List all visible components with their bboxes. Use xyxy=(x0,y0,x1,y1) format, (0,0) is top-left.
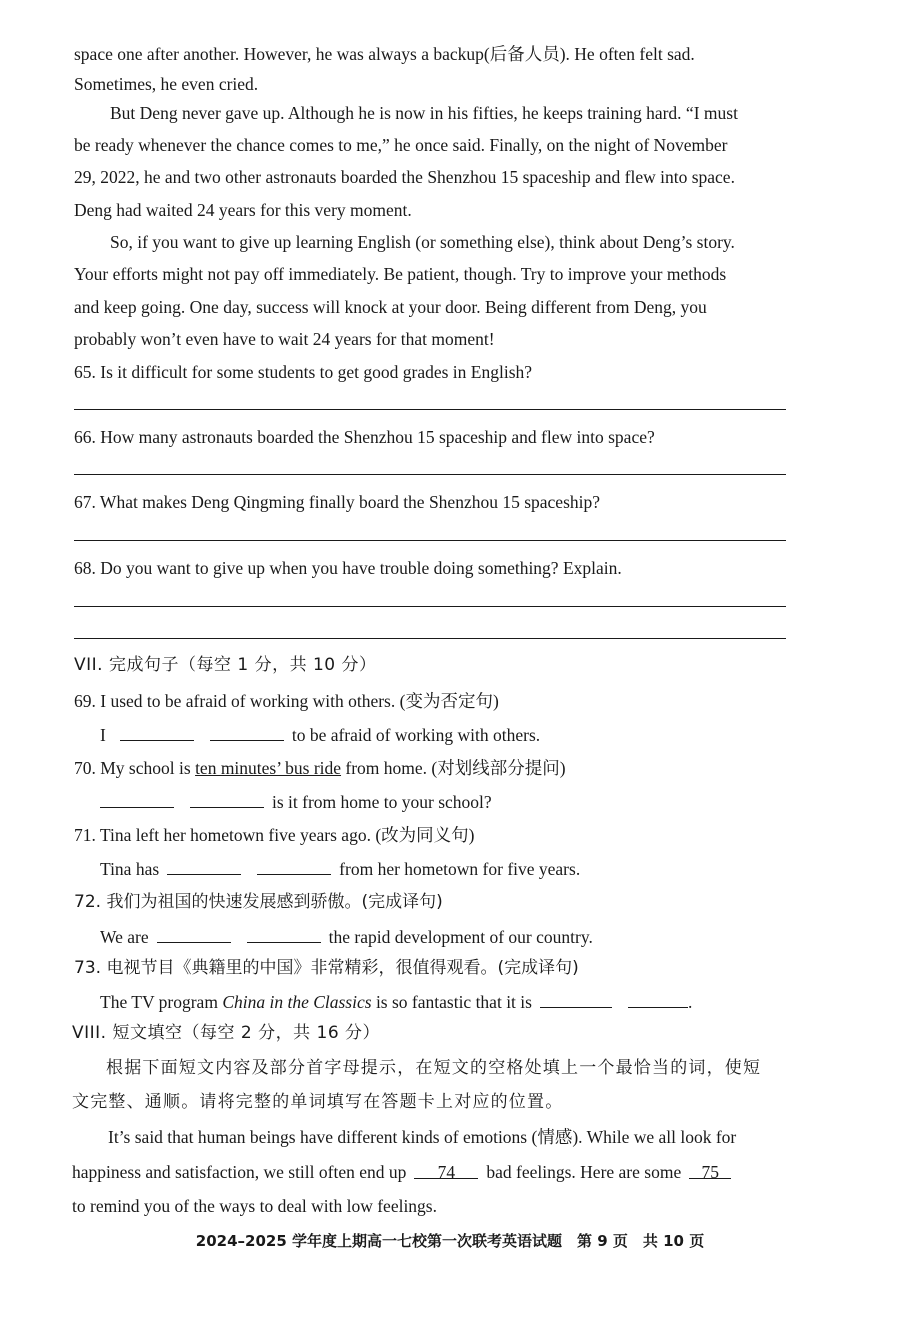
question-70-suffix: from home. (对划线部分提问) xyxy=(341,758,566,778)
answer-69-suffix: to be afraid of working with others. xyxy=(291,725,541,745)
blank-70-1[interactable] xyxy=(100,789,174,808)
answer-73-middle: is so fantastic that it is xyxy=(371,992,532,1012)
answer-72 xyxy=(100,924,816,949)
blank-69-1[interactable] xyxy=(120,722,194,741)
cloze-line: It’s said that human beings have different kinds of emotions (情感). While we all look for xyxy=(108,1127,737,1147)
passage-line: and keep going. One day, success will knock at your door. Being different from Deng, you xyxy=(74,297,707,317)
passage-line: space one after another. However, he was always a backup(后备人员). He often felt sad. xyxy=(74,44,695,64)
section-8-title: VIII. 短文填空（每空 2 分，共 16 分） xyxy=(72,1023,381,1043)
answer-71-prefix: Tina has xyxy=(100,859,160,879)
blank-72-2[interactable] xyxy=(247,924,321,943)
answer-71 xyxy=(100,856,816,881)
passage-line: But Deng never gave up. Although he is now in his fifties, he keeps training hard. “I must xyxy=(110,103,738,123)
passage-line: probably won’t even have to wait 24 years for that moment! xyxy=(74,329,495,349)
question-70-prefix: 70. My school is xyxy=(74,758,196,778)
question-73: 73. 电视节目《典籍里的中国》非常精彩，很值得观看。(完成译句) xyxy=(74,958,579,978)
question-68: 68. Do you want to give up when you have trouble doing something? Explain. xyxy=(74,558,622,578)
question-70-underlined: ten minutes’ bus ride xyxy=(195,758,342,778)
passage-line: Your efforts might not pay off immediately. Be patient, though. Try to improve your methods xyxy=(74,264,727,284)
program-title: China in the Classics xyxy=(222,992,372,1012)
question-66: 66. How many astronauts boarded the Shenzhou 15 spaceship and flew into space? xyxy=(74,427,655,447)
answer-69 xyxy=(100,722,816,747)
cloze-text: bad feelings. Here are some xyxy=(486,1162,682,1182)
answer-70-suffix: is it from home to your school? xyxy=(272,792,492,812)
answer-line-67[interactable] xyxy=(74,540,786,541)
instruction-line: 根据下面短文内容及部分首字母提示，在短文的空格处填上一个最恰当的词，使短 xyxy=(106,1058,762,1078)
blank-73-2[interactable] xyxy=(628,989,688,1008)
passage-line: 29, 2022, he and two other astronauts boarded the Shenzhou 15 spaceship and flew into space. xyxy=(74,167,735,187)
answer-73-end: . xyxy=(687,992,693,1012)
blank-74[interactable]: 74 xyxy=(414,1160,478,1179)
answer-72-prefix: We are xyxy=(100,927,149,947)
instruction-line: 文完整、通顺。请将完整的单词填写在答题卡上对应的位置。 xyxy=(72,1092,564,1112)
question-69: 69. I used to be afraid of working with others. (变为否定句) xyxy=(74,691,499,711)
blank-73-1[interactable] xyxy=(540,989,612,1008)
cloze-text: happiness and satisfaction, we still often end up xyxy=(72,1162,407,1182)
answer-73 xyxy=(100,989,816,1014)
blank-71-2[interactable] xyxy=(257,856,331,875)
blank-70-2[interactable] xyxy=(190,789,264,808)
answer-71-suffix: from her hometown for five years. xyxy=(339,859,581,879)
blank-71-1[interactable] xyxy=(167,856,241,875)
answer-line-68b[interactable] xyxy=(74,638,786,639)
cloze-line: to remind you of the ways to deal with low feelings. xyxy=(72,1196,437,1216)
blank-75[interactable]: 75 xyxy=(689,1160,731,1179)
question-65: 65. Is it difficult for some students to get good grades in English? xyxy=(74,362,533,382)
question-67: 67. What makes Deng Qingming finally board the Shenzhou 15 spaceship? xyxy=(74,492,601,512)
passage-line: So, if you want to give up learning English (or something else), think about Deng’s story. xyxy=(110,232,735,252)
answer-72-suffix: the rapid development of our country. xyxy=(328,927,593,947)
cloze-line xyxy=(72,1160,790,1184)
passage-line: Sometimes, he even cried. xyxy=(74,74,259,94)
answer-line-68a[interactable] xyxy=(74,606,786,607)
section-7-title: VII. 完成句子（每空 1 分，共 10 分） xyxy=(74,655,377,675)
question-71: 71. Tina left her hometown five years ago. (改为同义句) xyxy=(74,825,475,845)
blank-69-2[interactable] xyxy=(210,722,284,741)
blank-72-1[interactable] xyxy=(157,924,231,943)
question-72: 72. 我们为祖国的快速发展感到骄傲。(完成译句) xyxy=(74,892,443,912)
passage-line: Deng had waited 24 years for this very moment. xyxy=(74,200,412,220)
answer-70 xyxy=(100,789,816,814)
answer-69-prefix: I xyxy=(100,725,106,745)
passage-line: be ready whenever the chance comes to me,” he once said. Finally, on the night of November xyxy=(74,135,728,155)
answer-73-prefix: The TV program xyxy=(100,992,223,1012)
answer-line-65[interactable] xyxy=(74,409,786,410)
answer-line-66[interactable] xyxy=(74,474,786,475)
question-70 xyxy=(74,756,790,780)
page-footer: 2024–2025 学年度上期高一七校第一次联考英语试题 第 9 页 共 10 页 xyxy=(195,1232,705,1250)
